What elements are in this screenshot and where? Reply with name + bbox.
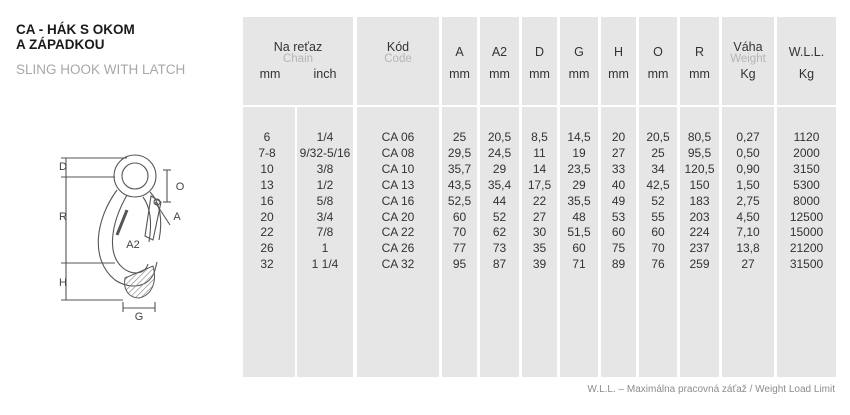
table-cell: 0,50 — [736, 145, 760, 160]
table-cell: 60 — [572, 241, 586, 256]
table-cell: 11 — [533, 145, 546, 160]
hdr-wll-unit: Kg — [798, 67, 815, 81]
table-cell: 89 — [611, 257, 626, 272]
table-cell: 70 — [651, 241, 665, 256]
hdr-r: R — [694, 45, 705, 59]
table-cell: 43,5 — [447, 177, 472, 192]
table-cell: 1/4 — [316, 130, 334, 144]
table-cell: 21200 — [789, 241, 824, 256]
col-r-values — [680, 130, 719, 273]
hook-latch — [145, 196, 161, 240]
table-cell: CA 08 — [381, 145, 415, 160]
table-cell: 39 — [532, 257, 547, 272]
table-cell: 9/32-5/16 — [299, 145, 351, 160]
col-chain — [243, 17, 353, 377]
table-cell: 8,5 — [531, 130, 548, 144]
table-cell: 183 — [689, 193, 710, 208]
table-cell: 5300 — [793, 177, 820, 192]
table-cell: 13,8 — [736, 241, 760, 256]
label-a: A — [173, 211, 181, 223]
col-g — [560, 17, 598, 377]
table-cell: 40 — [611, 177, 626, 192]
table-cell: 35,7 — [447, 161, 472, 176]
hdr-weight-en: Weight — [730, 53, 766, 65]
table-cell: 34 — [651, 161, 665, 176]
table-cell: 76 — [651, 257, 665, 272]
table-cell: 1/2 — [316, 177, 334, 192]
table-cell: 75 — [611, 241, 626, 256]
table-cell: 20,5 — [487, 130, 512, 144]
hdr-g-unit: mm — [568, 67, 590, 81]
table-cell: CA 32 — [381, 257, 415, 272]
table-cell: 0,27 — [736, 130, 760, 144]
col-h — [601, 17, 636, 377]
hdr-a-unit: mm — [449, 67, 470, 81]
table-cell: 35 — [532, 241, 547, 256]
table-cell: 20,5 — [646, 130, 670, 144]
table-cell: 10 — [260, 161, 274, 176]
table-cell: 60 — [611, 225, 626, 240]
hdr-chain-en: Chain — [282, 53, 314, 65]
table-cell: 60 — [651, 225, 665, 240]
table-cell: 53 — [611, 209, 626, 224]
table-cell: 0,90 — [736, 161, 760, 176]
table-cell: 27 — [611, 145, 626, 160]
table-cell: 4,50 — [736, 209, 760, 224]
table-cell: 33 — [611, 161, 626, 176]
table-cell: CA 13 — [381, 177, 415, 192]
table-cell: 80,5 — [687, 130, 712, 144]
table-cell: 32 — [260, 257, 274, 272]
table-cell: 1 — [321, 241, 329, 256]
table-cell: 20 — [611, 130, 626, 144]
table-cell: 2,75 — [736, 193, 760, 208]
hdr-unit-mm: mm — [259, 67, 281, 81]
col-weight-values — [722, 130, 774, 273]
table-cell: 42,5 — [646, 177, 670, 192]
table-cell: 27 — [532, 209, 547, 224]
col-o — [639, 17, 677, 377]
table-cell: 25 — [452, 130, 467, 144]
table-cell: 29,5 — [447, 145, 472, 160]
footnote: W.L.L. – Maximálna pracovná záťaž / Weight Load Limit — [587, 384, 835, 395]
col-code — [357, 17, 439, 377]
table-cell: 19 — [572, 145, 586, 160]
table-cell: 7/8 — [316, 225, 334, 240]
table-cell: 17,5 — [527, 177, 552, 192]
hdr-d: D — [534, 45, 545, 59]
table-cell: 3/4 — [316, 209, 334, 224]
label-r: R — [59, 211, 67, 223]
col-mm-values — [243, 130, 291, 273]
table-cell: 71 — [572, 257, 586, 272]
table-cell: 55 — [651, 209, 665, 224]
table-cell: 52 — [651, 193, 665, 208]
table-cell: 14,5 — [567, 130, 591, 144]
product-title-sk — [16, 22, 135, 52]
hdr-h-unit: mm — [608, 67, 629, 81]
table-cell: 16 — [260, 193, 274, 208]
table-cell: 29 — [572, 177, 586, 192]
table-cell: 120,5 — [684, 161, 715, 176]
hdr-a: A — [455, 45, 464, 59]
table-cell: 3150 — [793, 161, 820, 176]
hdr-weight-unit: Kg — [740, 67, 756, 81]
hdr-o-unit: mm — [647, 67, 669, 81]
col-inch-values — [297, 130, 353, 273]
table-cell: 23,5 — [567, 161, 591, 176]
hdr-code-en: Code — [384, 53, 412, 65]
table-cell: 70 — [452, 225, 467, 240]
table-cell: 62 — [492, 225, 507, 240]
table-cell: 6 — [263, 130, 271, 144]
table-cell: 49 — [611, 193, 626, 208]
hdr-d-unit: mm — [529, 67, 550, 81]
hdr-o: O — [653, 45, 663, 59]
hdr-wll: W.L.L. — [788, 45, 825, 59]
table-cell: CA 06 — [381, 130, 415, 144]
col-d-values — [522, 130, 557, 273]
col-weight — [722, 17, 774, 377]
table-cell: 259 — [689, 257, 710, 272]
table-cell: 27 — [741, 257, 755, 272]
table-cell: 3/8 — [316, 161, 334, 176]
label-g: G — [134, 311, 144, 320]
table-cell: CA 16 — [381, 193, 415, 208]
table-cell: CA 20 — [381, 209, 415, 224]
hook-diagram — [55, 140, 205, 320]
table-cell: 2000 — [793, 145, 820, 160]
product-title-sk-line2: A ZÁPADKOU — [16, 37, 105, 52]
table-cell: 12500 — [789, 209, 824, 224]
table-cell: 22 — [532, 193, 547, 208]
hook-eye-outer — [114, 155, 156, 197]
table-cell: 5/8 — [316, 193, 334, 208]
label-h: H — [59, 277, 67, 289]
table-cell: 35,5 — [567, 193, 591, 208]
table-cell: 48 — [572, 209, 586, 224]
col-code-values — [357, 130, 439, 273]
table-cell: 7,10 — [736, 225, 760, 240]
table-cell: CA 22 — [381, 225, 415, 240]
hdr-weight-sk: Váha — [733, 40, 763, 54]
table-cell: 87 — [492, 257, 507, 272]
col-g-values — [560, 130, 598, 273]
col-wll-values — [777, 130, 836, 273]
table-cell: 7-8 — [258, 145, 276, 160]
table-cell: 1,50 — [736, 177, 760, 192]
table-cell: 8000 — [793, 193, 820, 208]
col-a — [442, 17, 477, 377]
label-d: D — [59, 161, 67, 173]
col-wll — [777, 17, 836, 377]
hdr-a2: A2 — [491, 45, 508, 59]
col-d — [522, 17, 557, 377]
table-cell: 95 — [452, 257, 467, 272]
hdr-code-sk: Kód — [386, 40, 410, 54]
spec-table — [243, 17, 836, 377]
table-cell: 44 — [492, 193, 507, 208]
table-cell: 35,4 — [487, 177, 512, 192]
table-cell: 73 — [492, 241, 507, 256]
table-cell: 20 — [260, 209, 274, 224]
table-cell: 26 — [260, 241, 274, 256]
table-cell: 52,5 — [447, 193, 472, 208]
hdr-g: G — [574, 45, 584, 59]
table-cell: 224 — [689, 225, 710, 240]
col-r — [680, 17, 719, 377]
table-cell: 1 1/4 — [311, 257, 339, 272]
table-cell: 95,5 — [687, 145, 712, 160]
table-cell: 1120 — [793, 130, 820, 144]
hdr-a2-unit: mm — [489, 67, 510, 81]
product-title-sk-line1: CA - HÁK S OKOM — [16, 22, 135, 37]
table-cell: 31500 — [789, 257, 824, 272]
col-o-values — [639, 130, 677, 273]
table-cell: CA 26 — [381, 241, 415, 256]
label-a2: A2 — [126, 239, 140, 251]
table-cell: 60 — [452, 209, 467, 224]
col-a2-values — [480, 130, 519, 273]
product-title-en: SLING HOOK WITH LATCH — [16, 62, 186, 77]
col-a-values — [442, 130, 477, 273]
table-cell: 237 — [689, 241, 710, 256]
table-cell: 24,5 — [487, 145, 512, 160]
hdr-chain-sk: Na reťaz — [273, 40, 323, 54]
table-cell: 52 — [492, 209, 507, 224]
table-cell: 25 — [651, 145, 665, 160]
col-a2 — [480, 17, 519, 377]
hdr-unit-inch: inch — [313, 67, 337, 81]
table-cell: CA 10 — [381, 161, 415, 176]
hdr-h: H — [613, 45, 624, 59]
table-cell: 29 — [492, 161, 507, 176]
table-cell: 13 — [260, 177, 274, 192]
table-cell: 51,5 — [567, 225, 591, 240]
col-h-values — [601, 130, 636, 273]
hdr-r-unit: mm — [689, 67, 710, 81]
hook-cross-section — [125, 266, 155, 298]
table-cell: 15000 — [789, 225, 824, 240]
label-o: O — [175, 181, 185, 193]
table-cell: 14 — [532, 161, 547, 176]
table-cell: 77 — [452, 241, 467, 256]
table-cell: 150 — [689, 177, 710, 192]
table-cell: 30 — [532, 225, 547, 240]
table-cell: 203 — [689, 209, 710, 224]
hook-eye-inner — [122, 163, 148, 189]
table-cell: 22 — [260, 225, 274, 240]
